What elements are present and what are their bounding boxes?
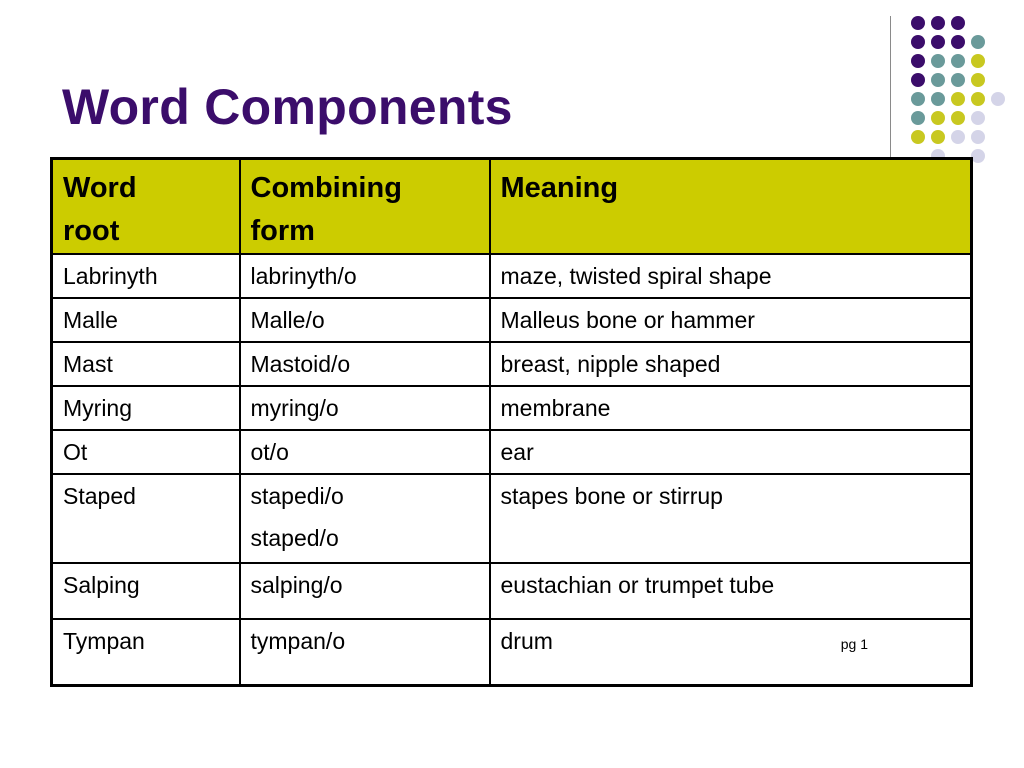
- meaning-with-page-ref: [501, 620, 961, 665]
- cell-meaning: ear: [490, 430, 972, 474]
- decorative-dot: [971, 92, 985, 106]
- cell-form: tympan/o: [240, 619, 490, 685]
- header-line: root: [63, 215, 120, 247]
- cell-form: Malle/o: [240, 298, 490, 342]
- table-row: [52, 430, 972, 474]
- decorative-dot: [971, 130, 985, 144]
- cell-meaning: membrane: [490, 386, 972, 430]
- decorative-dot: [911, 16, 925, 30]
- cell-form: labrinyth/o: [240, 254, 490, 298]
- decorative-dot: [971, 73, 985, 87]
- decorative-dot: [931, 35, 945, 49]
- decorative-dot: [931, 54, 945, 68]
- cell-root: Salping: [52, 563, 240, 619]
- cell-root: Ot: [52, 430, 240, 474]
- cell-root: Myring: [52, 386, 240, 430]
- header-combining-form: [240, 159, 490, 255]
- cell-root: Labrinyth: [52, 254, 240, 298]
- table-row: [52, 254, 972, 298]
- decorative-dot: [911, 73, 925, 87]
- title-divider-line: [890, 16, 891, 158]
- decorative-dot: [931, 130, 945, 144]
- header-line: form: [250, 215, 315, 247]
- table-row: [52, 474, 972, 563]
- cell-form: [240, 474, 490, 563]
- cell-meaning: eustachian or trumpet tube: [490, 563, 972, 619]
- table-header-row: [52, 159, 972, 255]
- table-row: [52, 298, 972, 342]
- table-row: [52, 619, 972, 685]
- decorative-dot: [951, 130, 965, 144]
- table-row: [52, 386, 972, 430]
- decorative-dot: [991, 92, 1005, 106]
- decorative-dot: [911, 54, 925, 68]
- decorative-dot: [931, 92, 945, 106]
- header-line: Combining: [250, 172, 402, 204]
- decorative-dot: [931, 111, 945, 125]
- cell-form: ot/o: [240, 430, 490, 474]
- decorative-dot: [931, 16, 945, 30]
- word-components-table: [50, 157, 973, 687]
- cell-root: Tympan: [52, 619, 240, 685]
- decorative-dot: [911, 130, 925, 144]
- decorative-dot: [971, 149, 985, 163]
- cell-meaning: maze, twisted spiral shape: [490, 254, 972, 298]
- cell-form: salping/o: [240, 563, 490, 619]
- header-line: Word: [63, 172, 137, 204]
- slide-title: Word Components: [62, 79, 513, 135]
- decorative-dot: [911, 111, 925, 125]
- decorative-dot: [911, 35, 925, 49]
- decorative-dot: [971, 35, 985, 49]
- cell-meaning: Malleus bone or hammer: [490, 298, 972, 342]
- decorative-dot: [931, 73, 945, 87]
- decorative-dot: [951, 92, 965, 106]
- cell-form: myring/o: [240, 386, 490, 430]
- decorative-dot: [911, 92, 925, 106]
- decorative-dot: [951, 35, 965, 49]
- cell-form-line: stapedi/o: [250, 483, 344, 509]
- decorative-dot: [951, 16, 965, 30]
- page-reference: pg 1: [840, 636, 868, 652]
- cell-meaning-text: drum: [500, 628, 553, 654]
- decorative-dot: [951, 73, 965, 87]
- table-row: [52, 563, 972, 619]
- cell-meaning: breast, nipple shaped: [490, 342, 972, 386]
- header-word-root: [52, 159, 240, 255]
- decorative-dot: [951, 111, 965, 125]
- cell-root: Mast: [52, 342, 240, 386]
- cell-root: Staped: [52, 474, 240, 563]
- cell-form-line: staped/o: [250, 525, 339, 551]
- header-line: Meaning: [500, 172, 619, 204]
- table-row: [52, 342, 972, 386]
- cell-meaning: [490, 619, 972, 685]
- cell-form: Mastoid/o: [240, 342, 490, 386]
- cell-root: Malle: [52, 298, 240, 342]
- decorative-dot: [971, 111, 985, 125]
- header-meaning: [490, 159, 972, 255]
- cell-meaning: stapes bone or stirrup: [490, 474, 972, 563]
- decorative-dot: [951, 54, 965, 68]
- decorative-dot: [971, 54, 985, 68]
